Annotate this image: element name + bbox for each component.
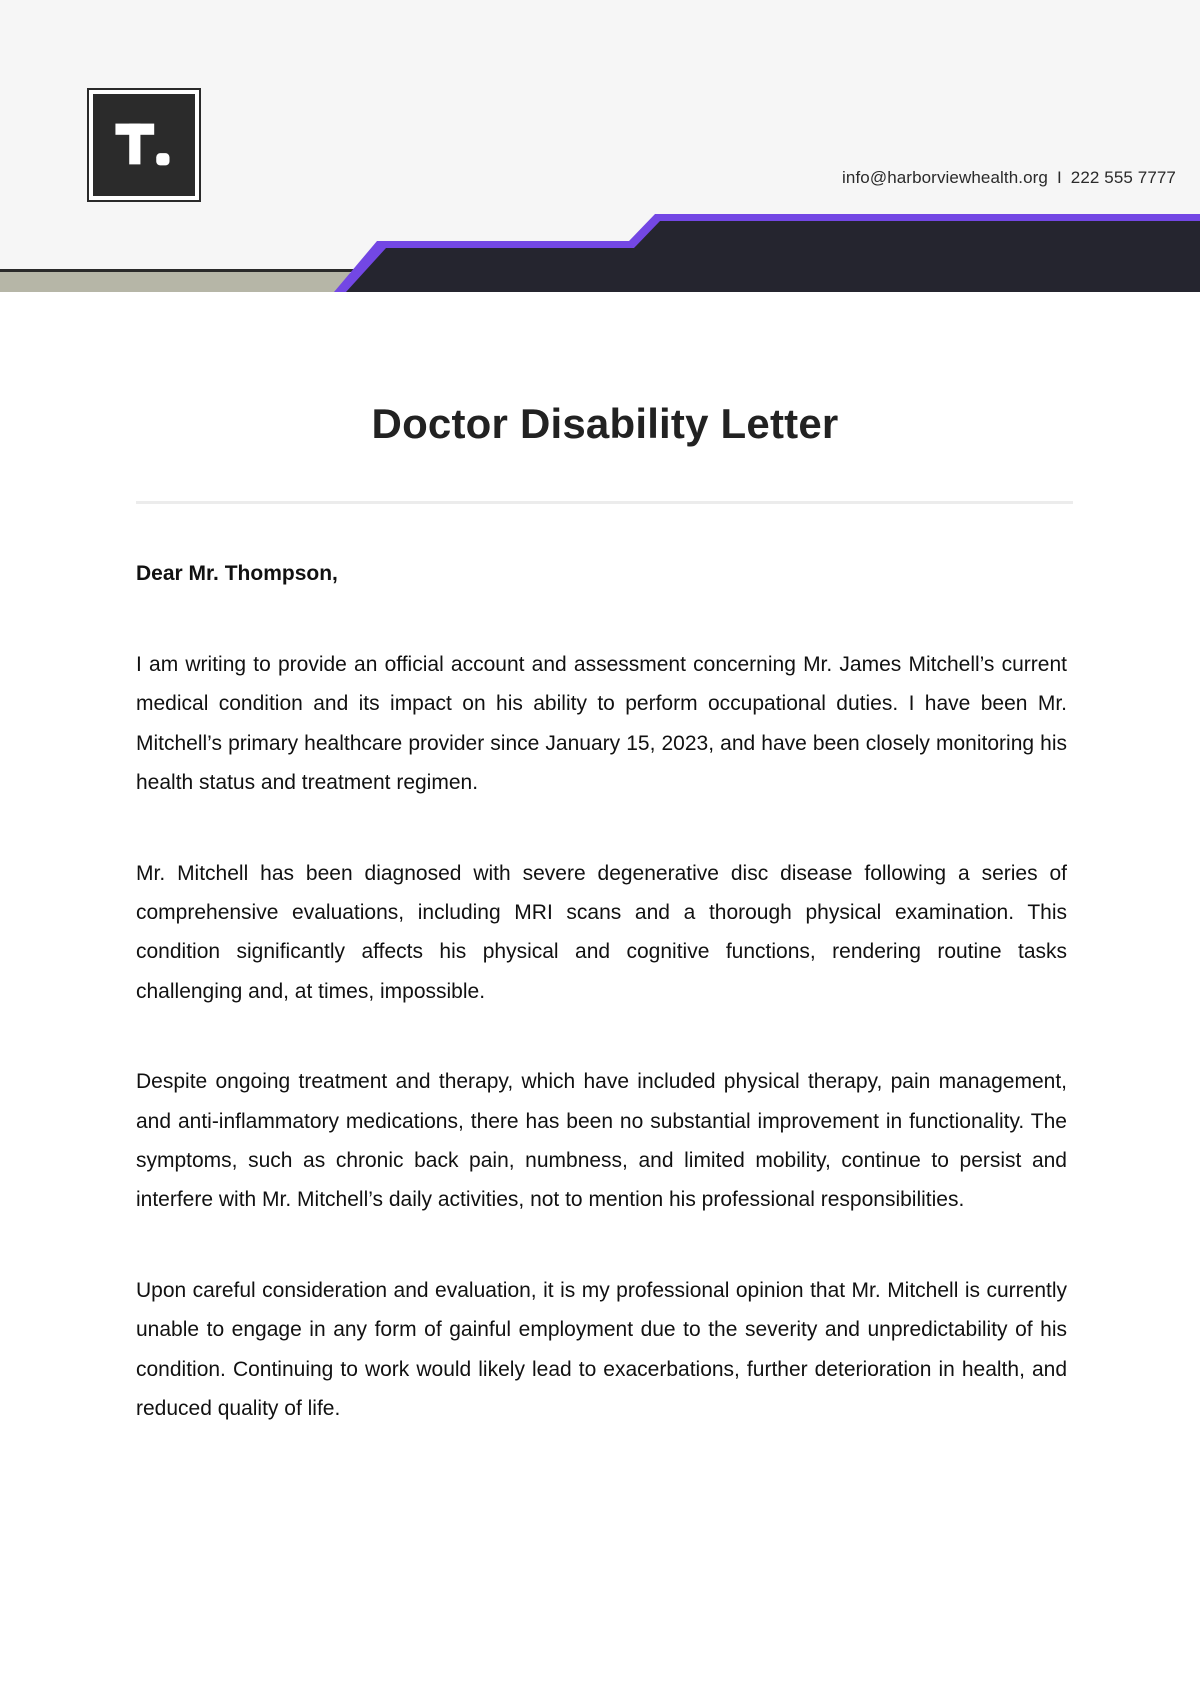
body-paragraph: Upon careful consideration and evaluation, it is my professional opinion that Mr. Mitchell is currently unable to engage in any form of gainful employment due to the severity and unpredictability of his condition. Continuing to work would likely lead to exacerbations, further deterioration in health, and reduced quality of life. xyxy=(136,1278,1067,1421)
company-logo xyxy=(87,88,201,202)
contact-separator: I xyxy=(1056,168,1062,187)
letter-body xyxy=(136,556,1067,1480)
title-divider xyxy=(136,501,1073,504)
dark-band xyxy=(346,221,1200,292)
grey-band xyxy=(0,272,350,292)
logo-letter-icon xyxy=(93,94,195,196)
contact-phone[interactable]: 222 555 7777 xyxy=(1070,168,1176,187)
salutation: Dear Mr. Thompson, xyxy=(136,562,338,585)
logo-mark xyxy=(93,94,195,196)
contact-email[interactable]: info@harborviewhealth.org xyxy=(842,168,1048,187)
letterhead xyxy=(0,0,1200,292)
document-title: Doctor Disability Letter xyxy=(371,400,839,447)
body-paragraph: Mr. Mitchell has been diagnosed with severe degenerative disc disease following a series of comprehensive evaluations, including MRI scans and a thorough physical examination. This condition significantly affects his physical and cognitive functions, rendering routine tasks challenging and, at times, impossible. xyxy=(136,861,1067,1003)
contact-info xyxy=(842,168,1176,188)
dark-rule xyxy=(0,269,356,272)
body-paragraph: Despite ongoing treatment and therapy, which have included physical therapy, pain management, and anti-inflammatory medications, there has been no substantial improvement in functionality. The symptoms, such as chronic back pain, numbness, and limited mobility, continue to persist and interfere with Mr. Mitchell’s daily activities, not to mention his professional responsibilities. xyxy=(136,1070,1067,1212)
body-paragraph: I am writing to provide an official account and assessment concerning Mr. James Mitchell’s current medical condition and its impact on his ability to perform occupational duties. I have been Mr. Mitchell’s primary healthcare provider since January 15, 2023, and have been closely monitoring his health status and treatment regimen. xyxy=(136,653,1067,795)
